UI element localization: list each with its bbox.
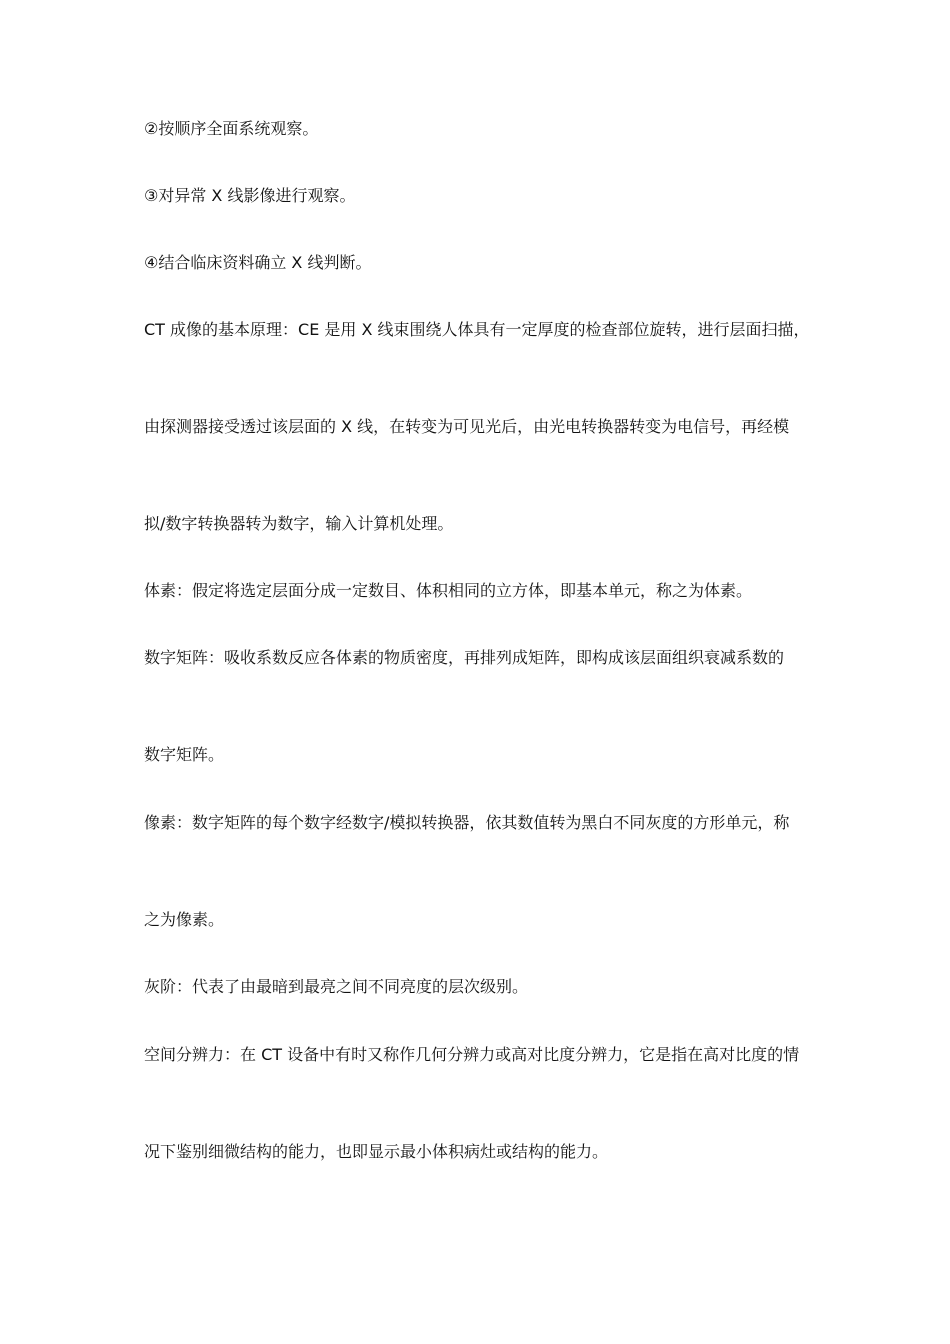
paragraph-14: 况下鉴别细微结构的能力，也即显示最小体积病灶或结构的能力。 [144,1142,609,1161]
paragraph-5: 由探测器接受透过该层面的 X 线，在转变为可见光后，由光电转换器转变为电信号，再经模 [144,417,790,436]
paragraph-2: ③对异常 X 线影像进行观察。 [144,186,356,205]
paragraph-4: CT 成像的基本原理：CE 是用 X 线束围绕人体具有一定厚度的检查部位旋转，进行层面扫描， [144,320,810,339]
paragraph-3: ④结合临床资料确立 X 线判断。 [144,253,372,272]
paragraph-1: ②按顺序全面系统观察。 [144,119,319,138]
paragraph-12: 灰阶：代表了由最暗到最亮之间不同亮度的层次级别。 [144,977,529,996]
paragraph-9: 数字矩阵。 [144,745,225,764]
paragraph-11: 之为像素。 [144,910,225,929]
paragraph-8: 数字矩阵：吸收系数反应各体素的物质密度，再排列成矩阵，即构成该层面组织衰减系数的 [144,648,785,667]
paragraph-13: 空间分辨力：在 CT 设备中有时又称作几何分辨力或高对比度分辨力，它是指在高对比度的情 [144,1045,800,1064]
paragraph-6: 拟/数字转换器转为数字，输入计算机处理。 [144,514,454,533]
paragraph-7: 体素：假定将选定层面分成一定数目、体积相同的立方体，即基本单元，称之为体素。 [144,581,753,600]
paragraph-10: 像素：数字矩阵的每个数字经数字/模拟转换器，依其数值转为黑白不同灰度的方形单元，称 [144,813,790,832]
